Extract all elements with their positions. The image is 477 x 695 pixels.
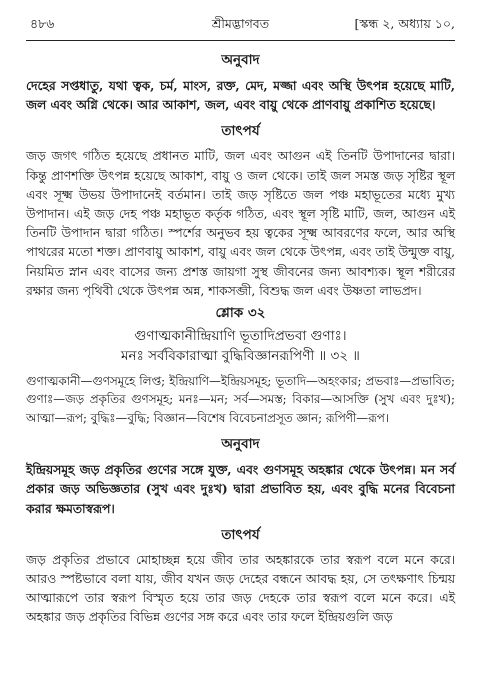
purport-text-2: জড় প্রকৃতির প্রভাবে মোহাচ্ছন্ন হয়ে জীব তার অহঙ্কারকে তার স্বরূপ বলে মনে করে। আরও স্পষ্টভাবে বলা যায়, জীব যখন জড় দেহের বন্ধনে আবদ্ধ হয়, সে তৎক্ষণাৎ চিন্ময় আত্মারূপে তার স্বরূপ বিস্মৃত হয়ে তার জড় দেহকে তার স্বরূপ বলে মনে করে। এই অহঙ্কার জড় প্রকৃতির বিভিন্ন গুণের সঙ্গ করে এবং তার ফলে ইন্দ্রিয়গুলি জড় <box>26 552 455 625</box>
translation-text: দেহের সপ্তধাতু, যথা ত্বক, চর্ম, মাংস, রক্ত, মেদ, মজ্জা এবং অস্থি উৎপন্ন হয়েছে মাটি, জল এবং অগ্নি থেকে। আর আকাশ, জল, এবং বায়ু থেকে প্রাণবায়ু প্রকাশিত হয়েছে। <box>26 78 455 113</box>
purport-heading: তাৎপর্য <box>221 123 260 140</box>
header-rule <box>26 40 455 41</box>
translation-text-2: ইন্দ্রিয়সমূহ জড় প্রকৃতির গুণের সঙ্গে যুক্ত, এবং গুণসমূহ অহঙ্কার থেকে উৎপন্ন। মন সর্ব প্রকার জড় অভিজ্ঞতার (সুখ এবং দুঃখ) দ্বারা প্রভাবিত হয়, এবং বুদ্ধি মনের বিবেচনা করার ক্ষমতাস্বরূপ। <box>26 462 455 516</box>
book-title: শ্রীমদ্ভাগবত <box>211 16 270 31</box>
purport-heading-2: তাৎপর্য <box>221 526 260 543</box>
chapter-reference: [স্কন্ধ ২, অধ্যায় ১০, <box>354 16 455 31</box>
verse-line-1: গুণাত্মকানীন্দ্রিয়াণি ভূতাদিপ্রভবা গুণাঃ। <box>134 328 347 345</box>
translation-heading-2: অনুবাদ <box>221 436 260 453</box>
verse-label: শ্লোক ৩২ <box>215 305 266 322</box>
word-meanings: গুণাত্মকানী—গুণসমূহে লিপ্ত; ইন্দ্রিয়াণি—ইন্দ্রিয়সমূহ; ভূতাদি—অহংকার; প্রভবাঃ—প্রভাবিত; গুণাঃ—জড় প্রকৃতির গুণসমূহ; মনঃ—মন; সর্ব—সমস্ত; বিকার—আসক্তি (সুখ এবং দুঃখ); আত্মা—রূপ; বুদ্ধিঃ—বুদ্ধি; বিজ্ঞান—বিশেষ বিবেচনাপ্রসূত জ্ঞান; রূপিণী—রূপ। <box>26 374 455 425</box>
translation-heading: অনুবাদ <box>221 52 260 68</box>
verse-block <box>26 303 455 366</box>
purport-text: জড় জগৎ গঠিত হয়েছে প্রধানত মাটি, জল এবং আগুন এই তিনটি উপাদানের দ্বারা। কিন্তু প্রাণশক্তি উৎপন্ন হয়েছে আকাশ, বায়ু ও জল থেকে। তাই জল সমস্ত জড় সৃষ্টির স্থূল এবং সূক্ষ্ম উভয় উপাদানেই বর্তমান। তাই জড় সৃষ্টিতে জল পঞ্চ মহাভূতের মধ্যে মুখ্য উপাদান। এই জড় দেহ পঞ্চ মহাভূত কর্তৃক গঠিত, এবং স্থূল সৃষ্টি মাটি, জল, আগুন এই তিনটি উপাদান দ্বারা গঠিত। স্পর্শের অনুভব হয় ত্বকের সূক্ষ্ম আবরণের ফলে, আর অস্থি পাথরের মতো শক্ত। প্রাণবায়ু আকাশ, বায়ু এবং জল থেকে উৎপন্ন, এবং তাই উন্মুক্ত বায়ু, নিয়মিত স্নান এবং বাসের জন্য প্রশস্ত জায়গা সুস্থ জীবনের জন্য আবশ্যক। স্থূল শরীরের রক্ষার জন্য পৃথিবী থেকে উৎপন্ন অন্ন, শাকসব্জী, বিশুদ্ধ জল এবং উষ্ণতা লাভপ্রদ। <box>26 149 455 298</box>
page-number: ৪৮৬ <box>30 16 55 31</box>
page-header <box>26 14 455 34</box>
verse-line-2: মনঃ সর্ববিকারাত্মা বুদ্ধিবিজ্ঞানরূপিণী ॥ ৩২ ॥ <box>121 348 360 365</box>
